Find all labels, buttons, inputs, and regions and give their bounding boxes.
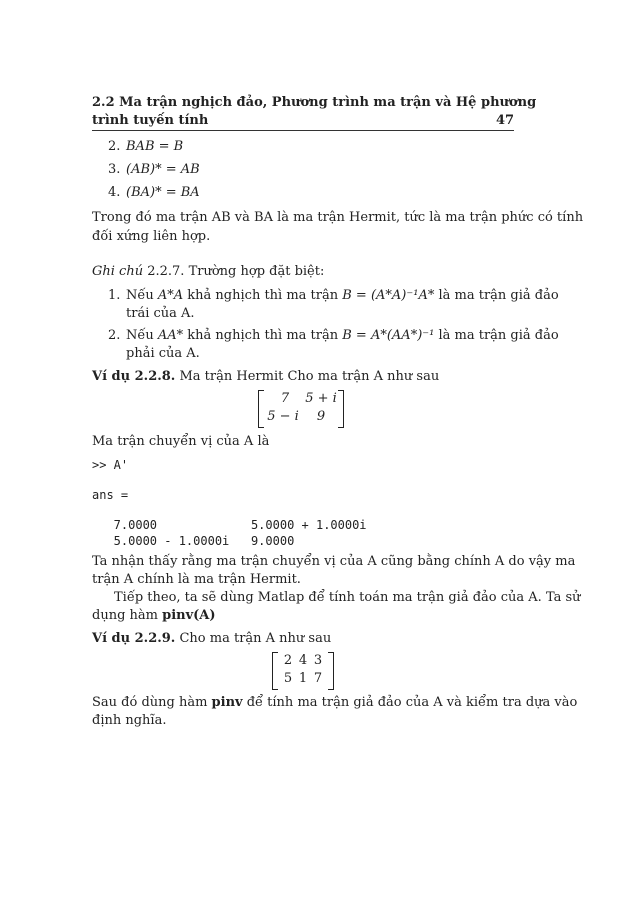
note-math: B = (A*A)⁻¹A*	[342, 288, 435, 303]
function-name: pinv	[211, 695, 243, 710]
paragraph-line	[92, 694, 577, 712]
note-title: Trường hợp đặt biệt:	[188, 264, 325, 279]
paragraph-text: dụng hàm	[92, 608, 163, 623]
example-label: Ví dụ 2.2.8.	[92, 369, 176, 384]
note-item-number: 1.	[108, 288, 121, 303]
right-bracket	[328, 652, 334, 690]
matrix-cell: 1	[298, 671, 308, 686]
note-math: B = A*(AA*)⁻¹	[342, 328, 435, 343]
matrix-cell: 5	[283, 671, 293, 686]
note-math: AA*	[157, 328, 184, 343]
matrix-cell: 7	[313, 671, 323, 686]
note-text: khả nghịch thì ma trận	[183, 288, 343, 303]
paragraph-line: định nghĩa.	[92, 713, 167, 728]
matrix-cell: 4	[298, 653, 308, 668]
example-label: Ví dụ 2.2.9.	[92, 631, 176, 646]
note-item-line	[126, 287, 559, 305]
note-math: A*A	[157, 288, 184, 303]
list-item-formula: BAB = B	[126, 139, 184, 154]
right-bracket	[338, 390, 344, 428]
note-item-line2: trái của A.	[126, 306, 195, 321]
paragraph-line: đối xứng liên hợp.	[92, 229, 211, 244]
matrix-cell: 5 − i	[267, 409, 299, 424]
note-label: Ghi chú	[92, 264, 144, 279]
example-text: Cho ma trận A như sau	[179, 631, 332, 646]
note-item-line	[126, 327, 559, 345]
example-heading	[92, 630, 331, 648]
note-text: là ma trận giả đảo	[434, 328, 559, 343]
code-output-row: 7.0000 5.0000 + 1.0000i	[92, 518, 367, 532]
matrix-cell: 9	[316, 409, 326, 424]
note-number: 2.2.7.	[147, 264, 185, 279]
list-item-number: 2.	[108, 139, 121, 154]
example-matrix	[272, 652, 334, 690]
list-item-number: 3.	[108, 162, 121, 177]
code-ans: ans =	[92, 488, 129, 502]
paragraph-line: trận A chính là ma trận Hermit.	[92, 572, 301, 587]
running-header-line1: 2.2 Ma trận nghịch đảo, Phương trình ma trận và Hệ phương	[92, 95, 537, 110]
note-heading	[92, 263, 324, 281]
left-bracket	[272, 652, 278, 690]
hermit-matrix	[258, 390, 344, 428]
running-header-line2: trình tuyến tính	[92, 113, 209, 128]
paragraph-text: Sau đó dùng hàm	[92, 695, 212, 710]
note-item-number: 2.	[108, 328, 121, 343]
matrix-cell: 7	[280, 391, 290, 406]
list-item-formula: (BA)* = BA	[126, 185, 200, 200]
paragraph-line: Ta nhận thấy rằng ma trận chuyển vị của A cũng bằng chính A do vậy ma	[92, 554, 576, 569]
matrix-cell: 5 + i	[305, 391, 337, 406]
paragraph-line: Trong đó ma trận AB và BA là ma trận Hermit, tức là ma trận phức có tính	[92, 210, 584, 225]
example-heading	[92, 368, 439, 386]
matrix-cell: 2	[283, 653, 293, 668]
note-text: Nếu	[126, 328, 158, 343]
code-output-row: 5.0000 - 1.0000i 9.0000	[92, 534, 295, 548]
header-rule	[92, 130, 514, 131]
paragraph-text: để tính ma trận giả đảo của A và kiểm tra dựa vào	[242, 695, 578, 710]
list-item-number: 4.	[108, 185, 121, 200]
paragraph-line	[92, 607, 216, 625]
note-text: Nếu	[126, 288, 158, 303]
note-text: khả nghịch thì ma trận	[183, 328, 343, 343]
list-item-formula: (AB)* = AB	[126, 162, 200, 177]
code-command: >> A'	[92, 458, 129, 472]
matrix-cell: 3	[313, 653, 323, 668]
page-number: 47	[496, 113, 515, 128]
example-text: Ma trận Hermit Cho ma trận A như sau	[179, 369, 440, 384]
paragraph-line: Ma trận chuyển vị của A là	[92, 434, 270, 449]
function-name: pinv(A)	[162, 608, 216, 623]
paragraph-line: Tiếp theo, ta sẽ dùng Matlap để tính toán ma trận giả đảo của A. Ta sử	[114, 590, 581, 605]
note-text: là ma trận giả đảo	[434, 288, 559, 303]
note-item-line2: phải của A.	[126, 346, 200, 361]
